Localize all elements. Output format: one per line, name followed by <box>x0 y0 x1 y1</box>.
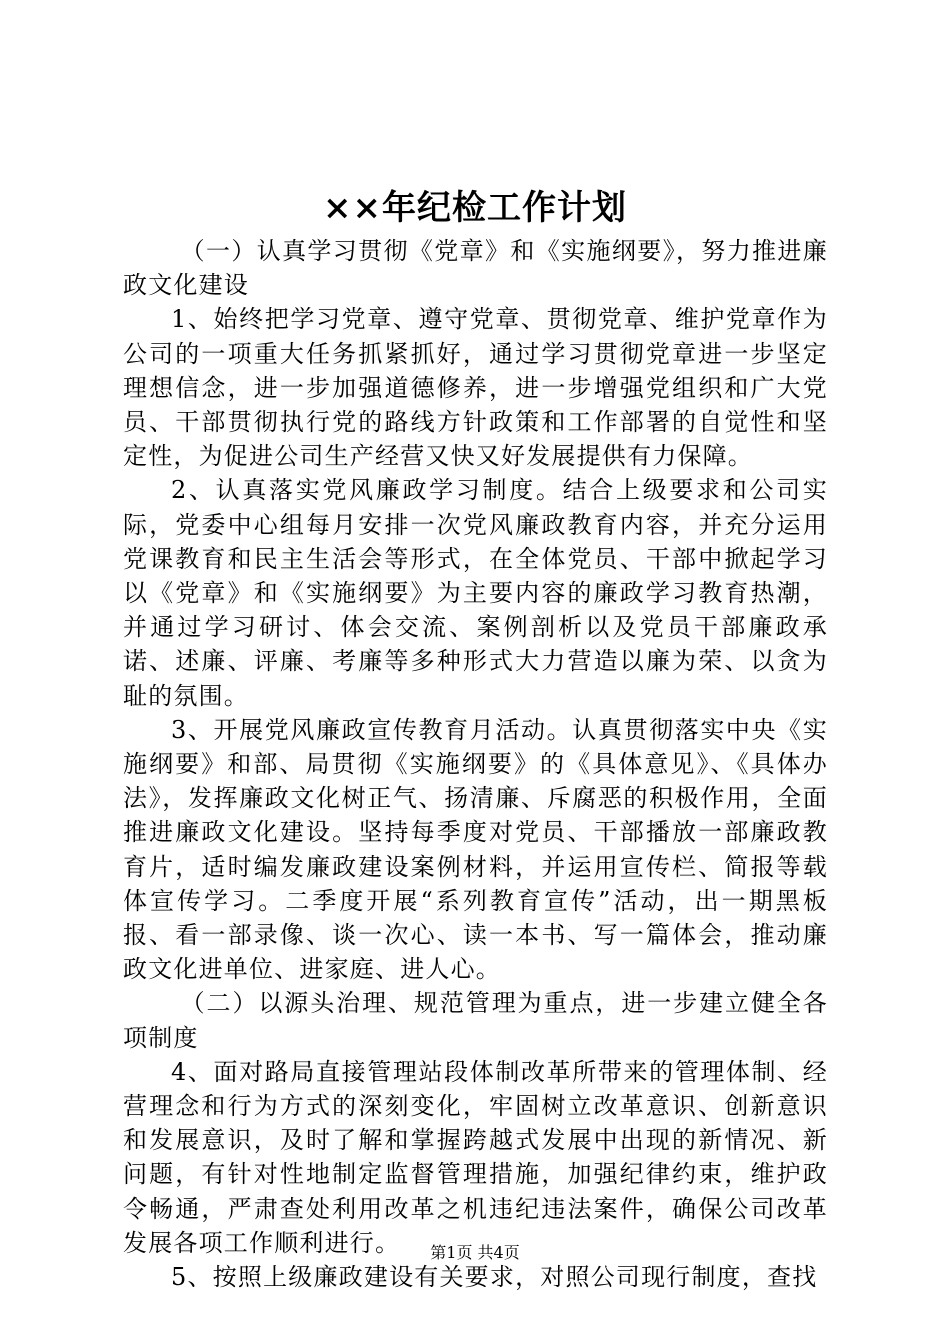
section-heading-1: （一）认真学习贯彻《党章》和《实施纲要》，努力推进廉政文化建设 <box>123 237 828 300</box>
paragraph-3: 3、开展党风廉政宣传教育月活动。认真贯彻落实中央《实施纲要》和部、局贯彻《实施纲要》的《具体意见》、《具体办法》，发挥廉政文化树正气、扬清廉、斥腐恶的积极作用，全面推进廉政文化建设。坚持每季度对党员、干部播放一部廉政教育片，适时编发廉政建设案例材料，并运用宣传栏、简报等载体宣传学习。二季度开展“系列教育宣传”活动，出一期黑板报、看一部录像、谈一次心、读一本书、写一篇体会，推动廉政文化进单位、进家庭、进人心。 <box>123 715 828 984</box>
document-title: ××年纪检工作计划 <box>323 188 627 228</box>
paragraph-4: 4、面对路局直接管理站段体制改革所带来的管理体制、经营理念和行为方式的深刻变化，牢固树立改革意识、创新意识和发展意识，及时了解和掌握跨越式发展中出现的新情况、新问题，有针对性地制定监督管理措施，加强纪律约束，维护政令畅通，严肃查处利用改革之机违纪违法案件，确保公司改革发展各项工作顺利进行。 <box>123 1057 828 1257</box>
section-heading-2: （二）以源头治理、规范管理为重点，进一步建立健全各项制度 <box>123 989 828 1052</box>
paragraph-1: 1、始终把学习党章、遵守党章、贯彻党章、维护党章作为公司的一项重大任务抓紧抓好，通过学习贯彻党章进一步坚定理想信念，进一步加强道德修养，进一步增强党组织和广大党员、干部贯彻执行党的路线方针政策和工作部署的自觉性和坚定性，为促进公司生产经营又快又好发展提供有力保障。 <box>123 305 828 471</box>
page-number-footer: 第1页 共4页 <box>430 1243 520 1262</box>
document-body <box>123 234 828 1294</box>
paragraph-2: 2、认真落实党风廉政学习制度。结合上级要求和公司实际，党委中心组每月安排一次党风廉政教育内容，并充分运用党课教育和民主生活会等形式，在全体党员、干部中掀起学习以《党章》和《实施纲要》为主要内容的廉政学习教育热潮，并通过学习研讨、体会交流、案例剖析以及党员干部廉政承诺、述廉、评廉、考廉等多种形式大力营造以廉为荣、以贪为耻的氛围。 <box>123 476 828 710</box>
paragraph-5: 5、按照上级廉政建设有关要求，对照公司现行制度，查找 <box>171 1263 818 1292</box>
